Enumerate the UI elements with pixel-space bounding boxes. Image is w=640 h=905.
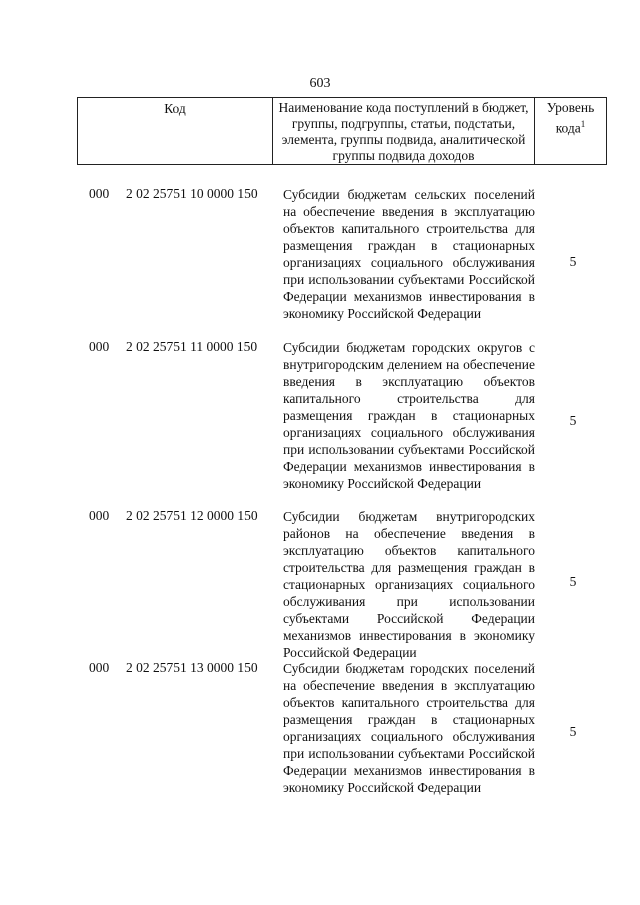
admin-code: 000 <box>89 339 110 354</box>
header-level <box>535 98 606 164</box>
income-description: Субсидии бюджетам городских округов с внутригородским делением на обеспечение введения в эксплуатацию объектов капитального строительства для размещения граждан в стационарных организациях социального обслуживания при использовании субъектами Российской Федерации механизмов инвестирования в экономику Российской Федерации <box>283 340 535 491</box>
income-description: Субсидии бюджетам городских поселений на обеспечение введения в эксплуатацию объектов капитального строительства для размещения граждан в стационарных организациях социального обслуживания при использовании субъектами Российской Федерации механизмов инвестирования в экономику Российской Федерации <box>283 661 535 795</box>
income-code: 2 02 25751 10 0000 150 <box>126 186 258 201</box>
header-code: Код <box>78 98 273 164</box>
admin-code: 000 <box>89 186 110 201</box>
admin-code: 000 <box>89 660 110 675</box>
header-name: Наименование кода поступлений в бюджет, группы, подгруппы, статьи, подстатьи, элемента, группы подвида, аналитической группы подвида доходов <box>273 98 535 164</box>
income-description: Субсидии бюджетам сельских поселений на обеспечение введения в эксплуатацию объектов капитального строительства для размещения граждан в стационарных организациях социального обслуживания при использовании субъектами Российской Федерации механизмов инвестирования в экономику Российской Федерации <box>283 187 535 321</box>
header-level-footnote: 1 <box>580 119 586 129</box>
code-level: 5 <box>569 724 577 739</box>
code-level: 5 <box>569 413 577 428</box>
page-number: 603 <box>309 76 331 91</box>
code-level: 5 <box>569 254 577 269</box>
income-description: Субсидии бюджетам внутригородских районов на обеспечение введения в эксплуатацию объектов капитального строительства для размещения граждан в стационарных организациях социального обслуживания при использовании субъектами Российской Федерации механизмов инвестирования в экономику Российской Федерации <box>283 509 535 660</box>
code-level: 5 <box>569 574 577 589</box>
income-code: 2 02 25751 13 0000 150 <box>126 660 258 675</box>
admin-code: 000 <box>89 508 110 523</box>
income-code: 2 02 25751 12 0000 150 <box>126 508 258 523</box>
income-code: 2 02 25751 11 0000 150 <box>126 339 258 354</box>
table-header <box>77 97 607 165</box>
header-level-label: Уровень кода <box>546 100 595 136</box>
